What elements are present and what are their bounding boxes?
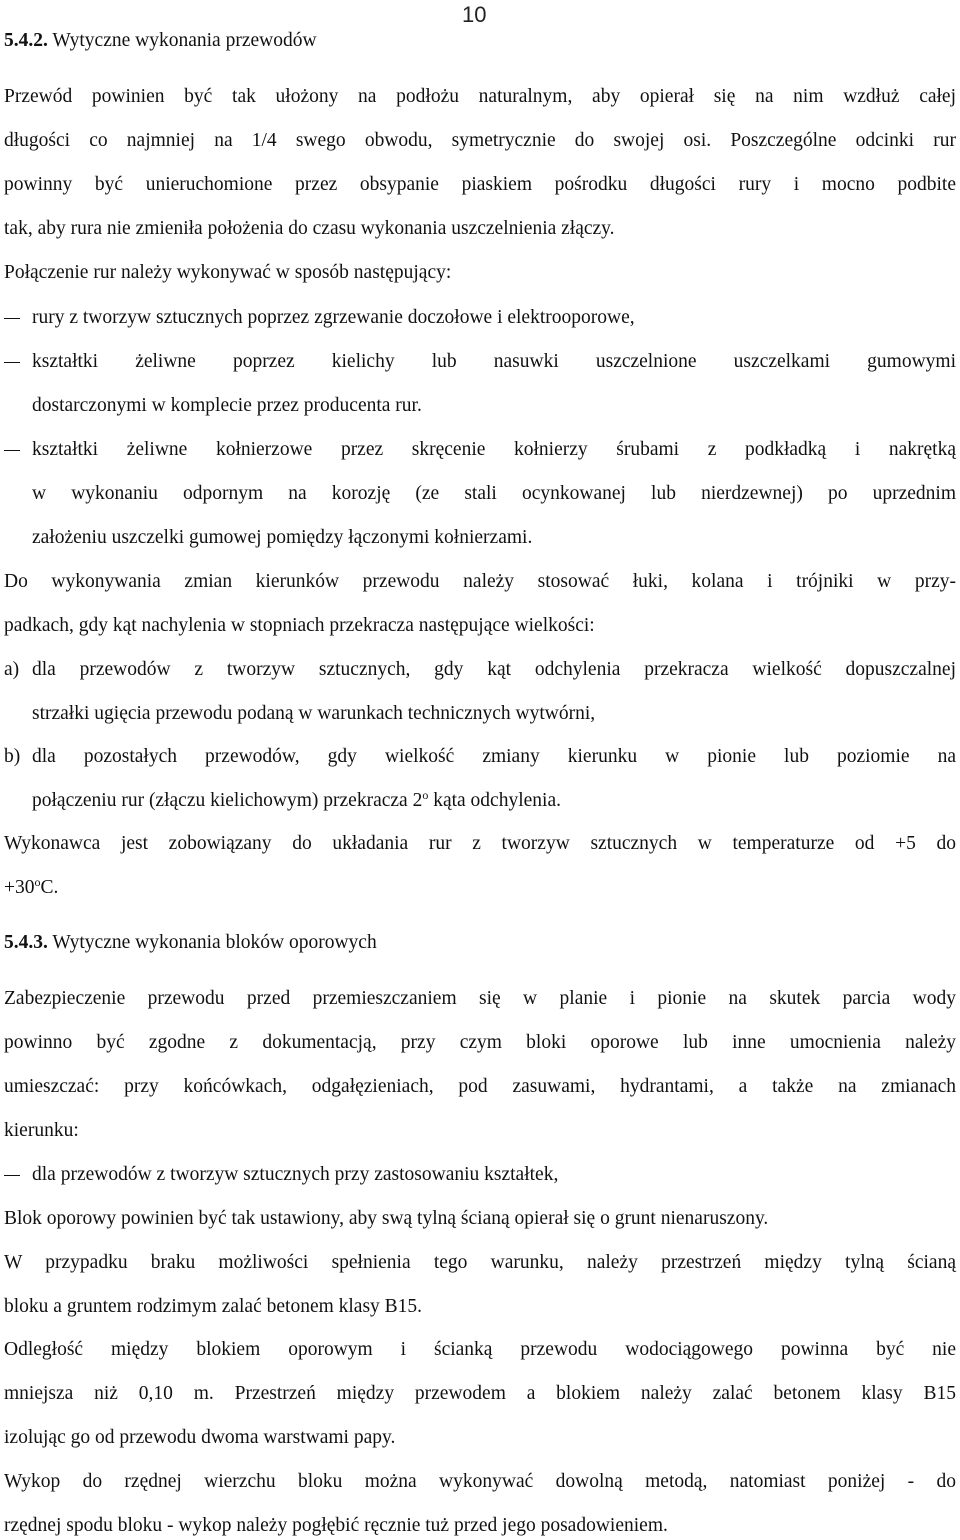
section-heading xyxy=(4,30,317,52)
page-number: 10 xyxy=(462,2,487,27)
paragraph-line: Połączenie rur należy wykonywać w sposób następujący: xyxy=(4,262,452,283)
paragraph-line: tak, aby rura nie zmieniła położenia do czasu wykonania uszczelnienia złączy. xyxy=(4,218,615,239)
list-item-text: kształtki żeliwne kołnierzowe przez skręcenie kołnierzy śrubami z podkładką i nakrętką xyxy=(32,439,956,460)
paragraph-line xyxy=(4,877,58,899)
paragraph-line: mniejsza niż 0,10 m. Przestrzeń między przewodem a blokiem należy zalać betonem klasy B15 xyxy=(4,1383,956,1404)
degree-superscript: o xyxy=(34,875,41,889)
list-item-text xyxy=(32,790,561,812)
degree-superscript: o xyxy=(422,788,429,802)
list-item-label: a) xyxy=(4,659,20,680)
dash-bullet xyxy=(4,450,20,451)
paragraph-line: powinny być unieruchomione przez obsypanie piaskiem pośrodku długości rury i mocno podbite xyxy=(4,174,956,195)
paragraph-line: rzędnej spodu bloku - wykop należy pogłębić ręcznie tuż przed jego posadowieniem. xyxy=(4,1515,668,1536)
section-title: Wytyczne wykonania przewodów xyxy=(52,30,317,51)
section-number: 5.4.3. xyxy=(4,932,48,953)
paragraph-line: długości co najmniej na 1/4 swego obwodu, symetrycznie do swojej osi. Poszczególne odcinki rur xyxy=(4,130,956,151)
section-heading xyxy=(4,932,377,954)
paragraph-line: Wykonawca jest zobowiązany do układania rur z tworzyw sztucznych w temperaturze od +5 do xyxy=(4,833,956,854)
text-segment: +30 xyxy=(4,877,35,898)
list-item-text: rury z tworzyw sztucznych poprzez zgrzewanie doczołowe i elektrooporowe, xyxy=(32,307,635,328)
list-item-text: w wykonaniu odpornym na korozję (ze stali ocynkowanej lub nierdzewnej) po uprzednim xyxy=(32,483,956,504)
text-segment: C. xyxy=(40,877,59,898)
dash-bullet xyxy=(4,1175,20,1176)
dash-bullet xyxy=(4,362,20,363)
text-segment: kąta odchylenia. xyxy=(428,790,561,811)
paragraph-line: Przewód powinien być tak ułożony na podłożu naturalnym, aby opierał się na nim wzdłuż całej xyxy=(4,86,956,107)
list-item-label: b) xyxy=(4,746,21,767)
paragraph-line: Odległość między blokiem oporowym i ścianką przewodu wodociągowego powinna być nie xyxy=(4,1339,956,1360)
paragraph-line: izolując go od przewodu dwoma warstwami papy. xyxy=(4,1427,396,1448)
list-item-text: założeniu uszczelki gumowej pomiędzy łączonymi kołnierzami. xyxy=(32,527,533,548)
paragraph-line: W przypadku braku możliwości spełnienia tego warunku, należy przestrzeń między tylną ścianą xyxy=(4,1252,956,1273)
paragraph-line: Wykop do rzędnej wierzchu bloku można wykonywać dowolną metodą, natomiast poniżej - do xyxy=(4,1471,956,1492)
list-item-text: strzałki ugięcia przewodu podaną w warunkach technicznych wytwórni, xyxy=(32,703,596,724)
paragraph-line: umieszczać: przy końcówkach, odgałęzieniach, pod zasuwami, hydrantami, a także na zmianach xyxy=(4,1076,956,1097)
paragraph-line: Blok oporowy powinien być tak ustawiony, aby swą tylną ścianą opierał się o grunt nienaruszony. xyxy=(4,1208,769,1229)
list-item-text: dostarczonymi w komplecie przez producenta rur. xyxy=(32,395,422,416)
section-number: 5.4.2. xyxy=(4,30,48,51)
list-item-text: kształtki żeliwne poprzez kielichy lub nasuwki uszczelnione uszczelkami gumowymi xyxy=(32,351,956,372)
paragraph-line: padkach, gdy kąt nachylenia w stopniach przekracza następujące wielkości: xyxy=(4,615,595,636)
paragraph-line: powinno być zgodne z dokumentacją, przy czym bloki oporowe lub inne umocnienia należy xyxy=(4,1032,956,1053)
paragraph-line: Zabezpieczenie przewodu przed przemieszczaniem się w planie i pionie na skutek parcia wody xyxy=(4,988,956,1009)
section-title: Wytyczne wykonania bloków oporowych xyxy=(52,932,377,953)
dash-bullet xyxy=(4,318,20,319)
list-item-text: dla przewodów z tworzyw sztucznych, gdy kąt odchylenia przekracza wielkość dopuszczalnej xyxy=(32,659,956,680)
list-item-text: dla przewodów z tworzyw sztucznych przy zastosowaniu kształtek, xyxy=(32,1164,559,1185)
list-item-text: dla pozostałych przewodów, gdy wielkość zmiany kierunku w pionie lub poziomie na xyxy=(32,746,956,767)
paragraph-line: bloku a gruntem rodzimym zalać betonem klasy B15. xyxy=(4,1296,423,1317)
text-segment: połączeniu rur (złączu kielichowym) przekracza 2 xyxy=(32,790,423,811)
paragraph-line: Do wykonywania zmian kierunków przewodu należy stosować łuki, kolana i trójniki w przy- xyxy=(4,571,956,592)
paragraph-line: kierunku: xyxy=(4,1120,79,1141)
